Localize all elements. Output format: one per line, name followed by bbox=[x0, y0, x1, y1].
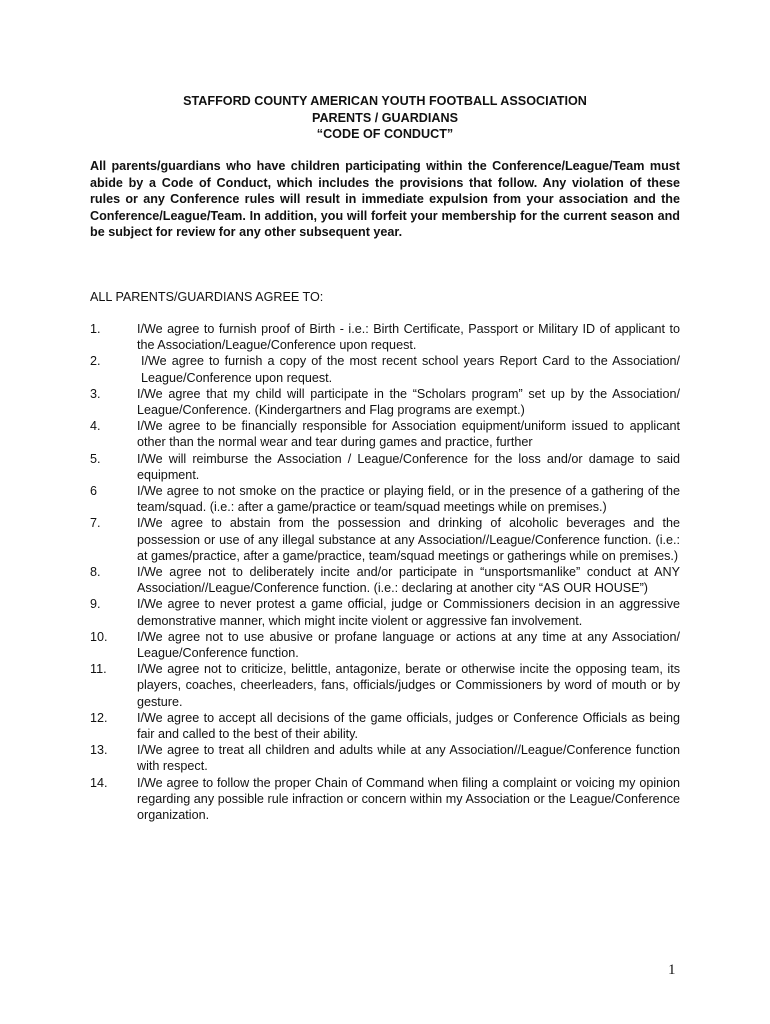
rule-text: I/We agree not to criticize, belittle, antagonize, berate or otherwise incite the opposing team, its players, coaches, cheerleaders, fans, officials/judges or Commissioners by word of mouth or by gesture. bbox=[137, 662, 680, 709]
rules-list bbox=[90, 321, 680, 823]
rule-item bbox=[90, 418, 680, 450]
title-code-of-conduct: “CODE OF CONDUCT” bbox=[316, 127, 454, 141]
rule-number: 7. bbox=[90, 516, 101, 531]
intro-paragraph: All parents/guardians who have children participating within the Conference/League/Team must abide by a Code of Conduct, which includes the provisions that follow. Any violation of these rules or any Conference rules will result in immediate expulsion from your association and the Conference/League/Team. In addition, you will forfeit your membership for the current season and be subject for review for any other subsequent year. bbox=[90, 159, 680, 239]
rule-text: I/We agree to not smoke on the practice or playing field, or in the presence of a gathering of the team/squad. (i.e.: after a game/practice or team/squad meetings while on premises.) bbox=[137, 484, 680, 515]
rule-item bbox=[90, 775, 680, 824]
rule-number: 2. bbox=[90, 354, 101, 369]
rule-number: 12. bbox=[90, 710, 108, 725]
document-title bbox=[0, 93, 770, 143]
rule-item bbox=[90, 353, 680, 385]
rule-item bbox=[90, 596, 680, 628]
rule-text: I/We agree to furnish proof of Birth - i.e.: Birth Certificate, Passport or Military ID of applicant to the Association/League/Conference upon request. bbox=[137, 322, 680, 353]
agree-heading: ALL PARENTS/GUARDIANS AGREE TO: bbox=[90, 290, 324, 304]
rule-number: 11. bbox=[90, 662, 107, 677]
rule-text: I/We will reimburse the Association / League/Conference for the loss and/or damage to said equipment. bbox=[137, 451, 680, 482]
rule-number: 5. bbox=[90, 451, 101, 466]
title-organization: STAFFORD COUNTY AMERICAN YOUTH FOOTBALL ASSOCIATION bbox=[183, 94, 587, 108]
rule-text: I/We agree to never protest a game official, judge or Commissioners decision in an aggressive demonstrative manner, which might incite violent or aggressive fan involvement. bbox=[137, 597, 680, 628]
rule-item bbox=[90, 661, 680, 710]
rule-text: I/We agree not to deliberately incite and/or participate in “unsportsmanlike” conduct at ANY Association//League/Conference function. (i.e.: declaring at another city “AS OUR HOUSE”) bbox=[137, 565, 680, 596]
rule-item bbox=[90, 564, 680, 596]
rule-text: I/We agree to abstain from the possession and drinking of alcoholic beverages and the possession or use of any illegal substance at any Association//League/Conference function. (i.e.: at games/practice, after a game/practice, team/squad meetings or gatherings while on premises.) bbox=[137, 516, 680, 563]
rule-text: I/We agree to furnish a copy of the most recent school years Report Card to the Association/ League/Conference upon request. bbox=[141, 354, 680, 385]
rule-number: 8. bbox=[90, 565, 101, 580]
rule-number: 3. bbox=[90, 386, 101, 401]
rule-text: I/We agree to be financially responsible for Association equipment/uniform issued to applicant other than the normal wear and tear during games and practice, further bbox=[137, 419, 680, 450]
rule-number: 6 bbox=[90, 484, 98, 499]
title-audience: PARENTS / GUARDIANS bbox=[311, 110, 458, 125]
rule-number: 13. bbox=[90, 743, 108, 758]
rule-item bbox=[90, 629, 680, 661]
rule-number: 10. bbox=[90, 629, 108, 644]
rule-item bbox=[90, 515, 680, 564]
rule-number: 9. bbox=[90, 597, 101, 612]
rule-text: I/We agree to accept all decisions of the game officials, judges or Conference Officials as being fair and called to the best of their ability. bbox=[137, 710, 680, 742]
rule-number: 4. bbox=[90, 419, 101, 434]
rule-item bbox=[90, 321, 680, 353]
rule-number: 1. bbox=[90, 322, 101, 336]
rule-text: I/We agree not to use abusive or profane language or actions at any time at any Association/ League/Conference function. bbox=[137, 629, 680, 661]
rule-text: I/We agree that my child will participate in the “Scholars program” set up by the Association/ League/Conference. (Kindergartners and Flag programs are exempt.) bbox=[137, 386, 680, 418]
rule-item bbox=[90, 386, 680, 418]
rule-item bbox=[90, 451, 680, 483]
rule-text: I/We agree to follow the proper Chain of Command when filing a complaint or voicing my opinion regarding any possible rule infraction or concern within my Association or the League/Conference organization. bbox=[137, 775, 680, 823]
rule-item bbox=[90, 742, 680, 774]
page-number: 1 bbox=[668, 962, 676, 978]
rule-text: I/We agree to treat all children and adults while at any Association//League/Conference function with respect. bbox=[137, 743, 680, 774]
rule-item bbox=[90, 710, 680, 742]
rule-item bbox=[90, 483, 680, 515]
rule-number: 14. bbox=[90, 775, 108, 790]
